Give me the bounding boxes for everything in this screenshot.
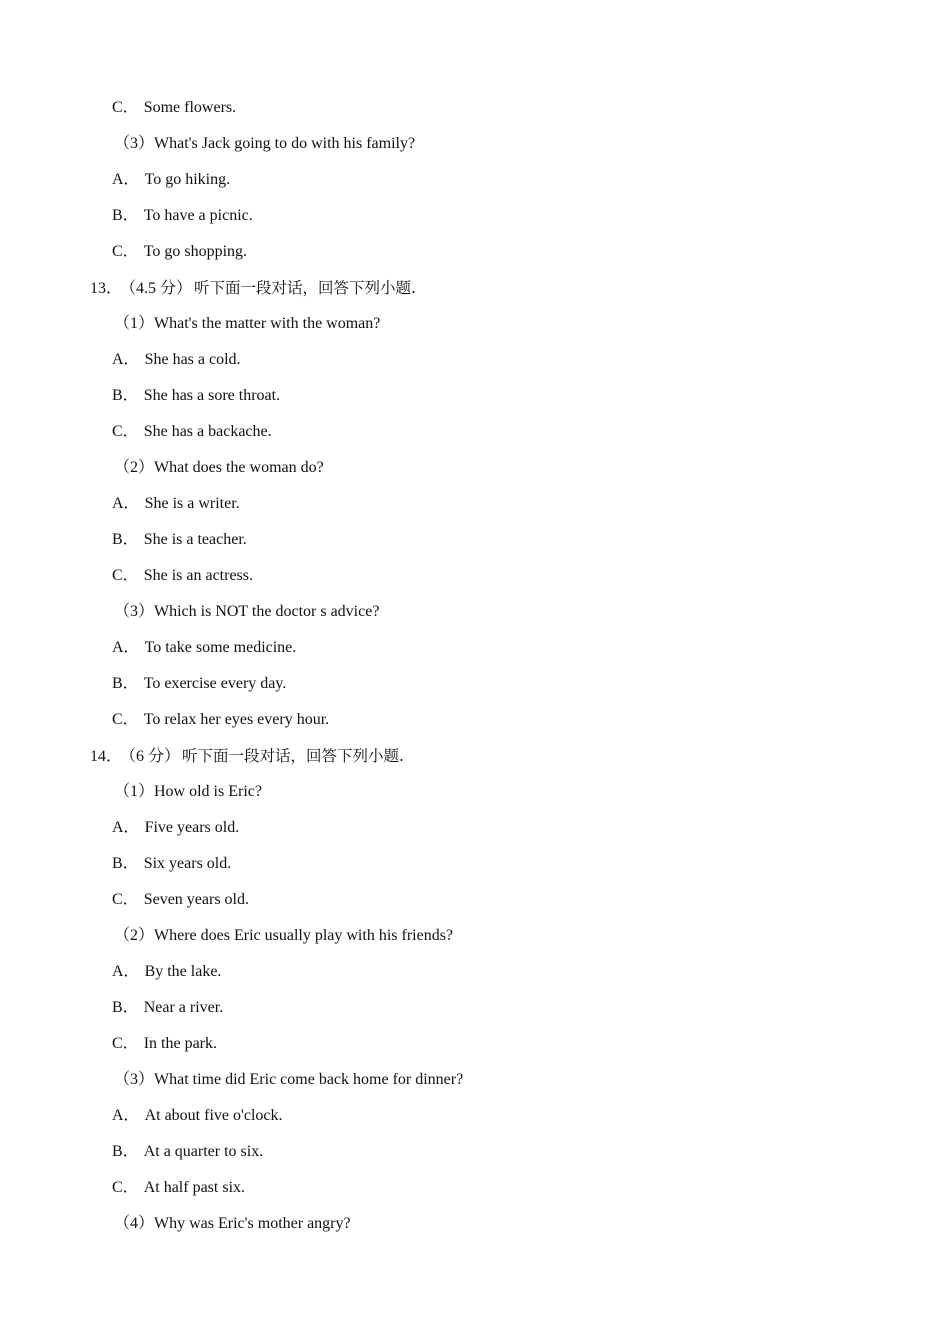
- answer-option: [0, 887, 950, 923]
- option-text: To exercise every day.: [143, 675, 287, 692]
- question-number: 13．: [90, 280, 123, 297]
- answer-option: [0, 707, 950, 743]
- option-text: She has a sore throat.: [143, 387, 281, 404]
- sub-question-text: （3）Which is NOT the doctor s advice?: [114, 603, 380, 620]
- answer-option: [0, 995, 950, 1031]
- sub-question-text: （2）Where does Eric usually play with his friends?: [114, 927, 454, 944]
- option-text: To go shopping.: [143, 243, 248, 260]
- sub-question: [0, 923, 950, 959]
- option-letter: A．: [112, 963, 140, 980]
- option-letter: C．: [112, 711, 139, 728]
- option-text: In the park.: [143, 1035, 217, 1052]
- sub-question: [0, 131, 950, 167]
- option-text: She is a writer.: [144, 495, 240, 512]
- question-number: 14．: [90, 748, 123, 765]
- answer-option: [0, 383, 950, 419]
- answer-option: [0, 419, 950, 455]
- question-points: （4.5 分）: [128, 280, 193, 297]
- answer-option: [0, 167, 950, 203]
- option-letter: A．: [112, 639, 140, 656]
- option-text: At about five o'clock.: [144, 1107, 283, 1124]
- option-text: At a quarter to six.: [143, 1143, 264, 1160]
- option-text: Six years old.: [143, 855, 232, 872]
- answer-option: [0, 671, 950, 707]
- sub-question: [0, 455, 950, 491]
- option-letter: B．: [112, 999, 139, 1016]
- answer-option: [0, 1031, 950, 1067]
- sub-question-text: （4）Why was Eric's mother angry?: [114, 1215, 351, 1232]
- question-header: [0, 743, 950, 779]
- question-instruction: 听下面一段对话，回答下列小题.: [182, 747, 404, 765]
- sub-question-text: （2）What does the woman do?: [114, 459, 324, 476]
- option-text: Some flowers.: [143, 99, 237, 116]
- answer-option: [0, 239, 950, 275]
- option-letter: C．: [112, 891, 139, 908]
- option-letter: C．: [112, 1035, 139, 1052]
- option-letter: C．: [112, 243, 139, 260]
- answer-option: [0, 1139, 950, 1175]
- sub-question-text: （3）What's Jack going to do with his family?: [114, 135, 416, 152]
- option-letter: A．: [112, 351, 140, 368]
- option-letter: C．: [112, 99, 139, 116]
- option-letter: B．: [112, 1143, 139, 1160]
- sub-question-text: （3）What time did Eric come back home for dinner?: [114, 1071, 464, 1088]
- option-text: Five years old.: [144, 819, 240, 836]
- answer-option: [0, 815, 950, 851]
- option-text: Seven years old.: [143, 891, 249, 908]
- option-text: To take some medicine.: [144, 639, 297, 656]
- answer-option: [0, 347, 950, 383]
- sub-question: [0, 779, 950, 815]
- answer-option: [0, 1103, 950, 1139]
- option-text: To relax her eyes every hour.: [143, 711, 330, 728]
- answer-option: [0, 563, 950, 599]
- option-text: She is a teacher.: [143, 531, 247, 548]
- option-text: She is an actress.: [143, 567, 253, 584]
- option-text: To have a picnic.: [143, 207, 253, 224]
- option-letter: A．: [112, 819, 140, 836]
- option-letter: B．: [112, 855, 139, 872]
- question-header: [0, 275, 950, 311]
- option-text: Near a river.: [143, 999, 224, 1016]
- option-text: By the lake.: [144, 963, 222, 980]
- answer-option: [0, 491, 950, 527]
- exam-page: [0, 95, 950, 1247]
- sub-question: [0, 311, 950, 347]
- answer-option: [0, 527, 950, 563]
- sub-question-text: （1）What's the matter with the woman?: [114, 315, 381, 332]
- sub-question: [0, 1067, 950, 1103]
- option-letter: C．: [112, 423, 139, 440]
- answer-option: [0, 95, 950, 131]
- option-letter: A．: [112, 1107, 140, 1124]
- option-letter: B．: [112, 387, 139, 404]
- question-points: （6 分）: [128, 748, 181, 765]
- answer-option: [0, 959, 950, 995]
- sub-question-text: （1）How old is Eric?: [114, 783, 262, 800]
- question-instruction: 听下面一段对话，回答下列小题.: [194, 279, 416, 297]
- option-text: She has a cold.: [144, 351, 241, 368]
- option-letter: C．: [112, 1179, 139, 1196]
- option-text: At half past six.: [143, 1179, 246, 1196]
- sub-question: [0, 1211, 950, 1247]
- option-letter: B．: [112, 207, 139, 224]
- option-letter: B．: [112, 531, 139, 548]
- answer-option: [0, 635, 950, 671]
- answer-option: [0, 203, 950, 239]
- option-letter: A．: [112, 495, 140, 512]
- option-letter: A．: [112, 171, 140, 188]
- option-letter: C．: [112, 567, 139, 584]
- sub-question: [0, 599, 950, 635]
- option-text: She has a backache.: [143, 423, 272, 440]
- answer-option: [0, 1175, 950, 1211]
- option-letter: B．: [112, 675, 139, 692]
- option-text: To go hiking.: [144, 171, 231, 188]
- answer-option: [0, 851, 950, 887]
